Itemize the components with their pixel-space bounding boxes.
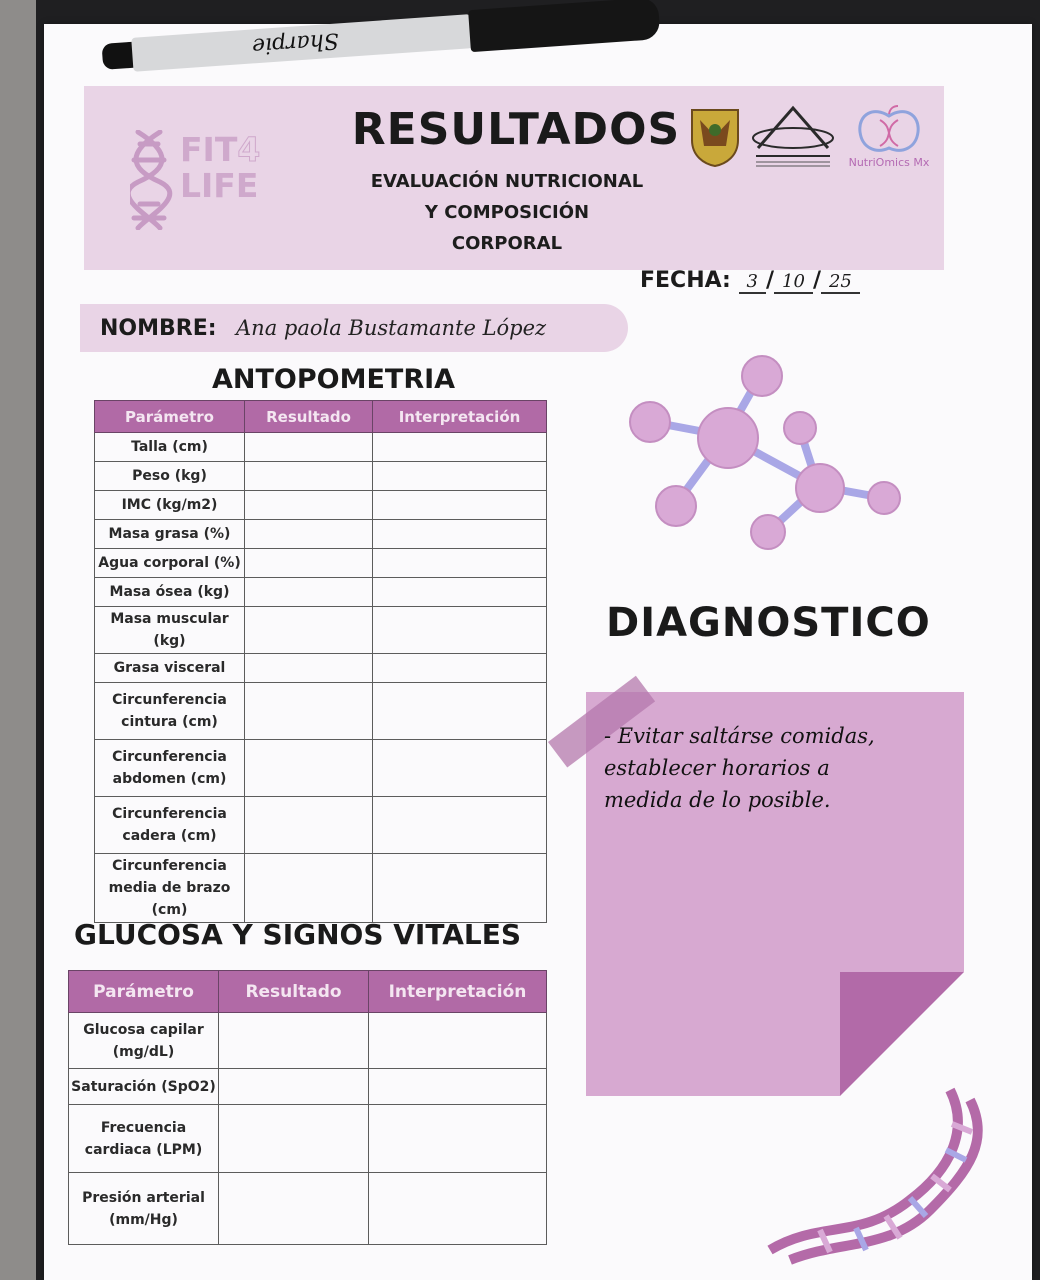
result-cell[interactable]	[245, 549, 373, 578]
result-cell[interactable]	[219, 1105, 369, 1173]
table-row	[95, 462, 547, 491]
diagnosis-text[interactable]	[604, 720, 964, 816]
table-row	[69, 1069, 547, 1105]
table-row	[95, 797, 547, 854]
page-subtitle	[334, 166, 680, 259]
interpretation-cell[interactable]	[373, 433, 547, 462]
dna-helix-icon	[760, 1080, 1000, 1270]
interpretation-cell[interactable]	[373, 549, 547, 578]
table-row	[95, 854, 547, 923]
table-row	[69, 1013, 547, 1069]
result-cell[interactable]	[245, 740, 373, 797]
interpretation-cell[interactable]	[373, 607, 547, 654]
table-row	[95, 654, 547, 683]
parameter-cell: Masa ósea (kg)	[95, 578, 245, 607]
parameter-cell: Circunferencia cintura (cm)	[95, 683, 245, 740]
result-cell[interactable]	[245, 491, 373, 520]
parameter-cell: Saturación (SpO2)	[69, 1069, 219, 1105]
result-cell[interactable]	[245, 433, 373, 462]
table-row	[95, 578, 547, 607]
diagnosis-line: - Evitar saltárse comidas,	[604, 724, 875, 748]
brand-accent: 4	[237, 130, 261, 169]
header-band	[84, 86, 944, 270]
parameter-cell: Agua corporal (%)	[95, 549, 245, 578]
apple-dna-icon	[844, 104, 934, 156]
column-header: Resultado	[219, 971, 369, 1013]
table-row	[95, 433, 547, 462]
university-seal-icon	[688, 106, 742, 168]
result-cell[interactable]	[219, 1069, 369, 1105]
result-cell[interactable]	[245, 462, 373, 491]
glucose-vitals-table	[68, 970, 547, 1245]
glucose-vitals-title: GLUCOSA Y SIGNOS VITALES	[74, 918, 522, 951]
brand-wordmark	[180, 132, 260, 204]
interpretation-cell[interactable]	[373, 797, 547, 854]
column-header: Resultado	[245, 401, 373, 433]
name-field	[80, 304, 628, 352]
anthropometry-table	[94, 400, 547, 923]
molecule-icon	[622, 352, 912, 552]
table-row	[95, 740, 547, 797]
result-cell[interactable]	[245, 520, 373, 549]
parameter-cell: Circunferencia cadera (cm)	[95, 797, 245, 854]
table-row	[69, 1105, 547, 1173]
interpretation-cell[interactable]	[373, 654, 547, 683]
interpretation-cell[interactable]	[373, 462, 547, 491]
interpretation-cell[interactable]	[369, 1069, 547, 1105]
subtitle-line: CORPORAL	[451, 233, 563, 254]
marker-cap	[468, 0, 660, 52]
date-month[interactable]: 10	[774, 271, 813, 294]
column-header: Interpretación	[373, 401, 547, 433]
diagnosis-line: medida de lo posible.	[604, 788, 831, 812]
interpretation-cell[interactable]	[369, 1173, 547, 1245]
date-separator: /	[765, 268, 775, 293]
parameter-cell: Frecuencia cardiaca (LPM)	[69, 1105, 219, 1173]
parameter-cell: IMC (kg/m2)	[95, 491, 245, 520]
result-cell[interactable]	[245, 797, 373, 854]
column-header: Parámetro	[95, 401, 245, 433]
interpretation-cell[interactable]	[373, 854, 547, 923]
name-value[interactable]: Ana paola Bustamante López	[236, 316, 547, 340]
name-label: NOMBRE:	[100, 316, 217, 341]
date-field	[640, 268, 860, 294]
diagnosis-line: establecer horarios a	[604, 756, 830, 780]
date-separator: /	[812, 268, 821, 293]
table-header-row	[95, 401, 547, 433]
diagnosis-title: DIAGNOSTICO	[606, 600, 931, 646]
anthropometry-title: ANTOPOMETRIA	[212, 364, 456, 395]
parameter-cell: Presión arterial (mm/Hg)	[69, 1173, 219, 1245]
page-title: RESULTADOS	[351, 104, 681, 155]
table-header-row	[69, 971, 547, 1013]
parameter-cell: Masa grasa (%)	[95, 520, 245, 549]
parameter-cell: Peso (kg)	[95, 462, 245, 491]
institution-logo-icon	[748, 104, 838, 174]
date-label: FECHA:	[640, 268, 731, 293]
parameter-cell: Talla (cm)	[95, 433, 245, 462]
brand-line2: LIFE	[180, 166, 259, 205]
marker-brand: Sharpie	[251, 27, 340, 59]
parameter-cell: Glucosa capilar (mg/dL)	[69, 1013, 219, 1069]
table-row	[95, 491, 547, 520]
parameter-cell: Masa muscular (kg)	[95, 607, 245, 654]
parameter-cell: Grasa visceral	[95, 654, 245, 683]
subtitle-line: EVALUACIÓN NUTRICIONAL	[370, 171, 644, 192]
result-cell[interactable]	[245, 607, 373, 654]
table-row	[95, 549, 547, 578]
date-year[interactable]: 25	[821, 271, 860, 294]
date-day[interactable]: 3	[739, 271, 766, 294]
result-cell[interactable]	[245, 654, 373, 683]
interpretation-cell[interactable]	[373, 491, 547, 520]
interpretation-cell[interactable]	[369, 1105, 547, 1173]
column-header: Interpretación	[369, 971, 547, 1013]
parameter-cell: Circunferencia abdomen (cm)	[95, 740, 245, 797]
table-row	[69, 1173, 547, 1245]
nutriomics-label: NutriOmics Mx	[848, 156, 930, 169]
column-header: Parámetro	[69, 971, 219, 1013]
result-cell[interactable]	[245, 683, 373, 740]
subtitle-line: Y COMPOSICIÓN	[424, 202, 590, 223]
interpretation-cell[interactable]	[373, 683, 547, 740]
result-cell[interactable]	[245, 854, 373, 923]
table-row	[95, 683, 547, 740]
table-row	[95, 607, 547, 654]
interpretation-cell[interactable]	[369, 1013, 547, 1069]
nutriomics-logo	[844, 104, 934, 176]
interpretation-cell[interactable]	[373, 740, 547, 797]
result-cell[interactable]	[219, 1173, 369, 1245]
result-cell[interactable]	[219, 1013, 369, 1069]
brand-line1: FIT	[180, 130, 238, 169]
interpretation-cell[interactable]	[373, 578, 547, 607]
note-fold	[840, 972, 964, 1096]
result-cell[interactable]	[245, 578, 373, 607]
table-row	[95, 520, 547, 549]
parameter-cell: Circunferencia media de brazo (cm)	[95, 854, 245, 923]
interpretation-cell[interactable]	[373, 520, 547, 549]
